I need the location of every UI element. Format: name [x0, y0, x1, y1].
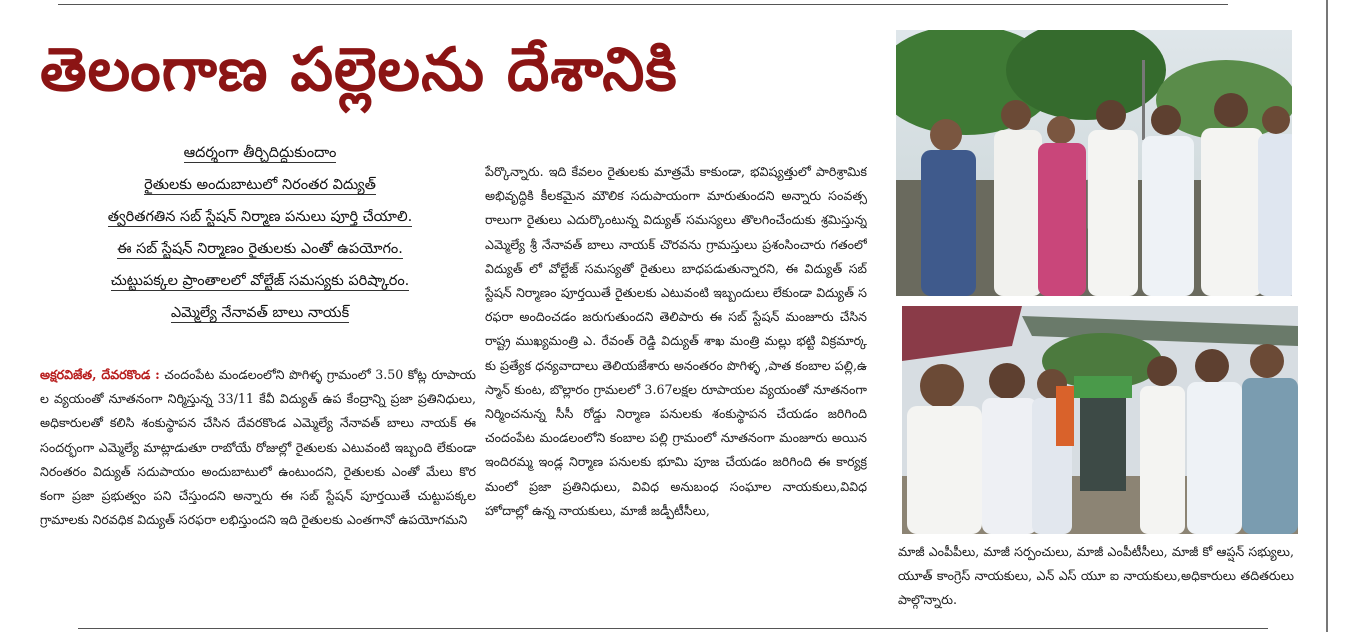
subhead [40, 298, 480, 330]
subhead-text: ఆదర్శంగా తీర్చిదిద్దుకుందాం [183, 145, 337, 161]
subhead [40, 234, 480, 266]
body-column-2: పేర్కొన్నారు. ఇది కేవలం రైతులకు మాత్రమే కాకుండా, భవిష్యత్తులో పారిశ్రామిక అభివృద్ధికి కీలకమైన మౌలిక సదుపాయంగా మారుతుందని అన్నారు సంవత్సరాలుగా రైతులు ఎదుర్కొంటున్న విద్యుత్ సమస్యలు తొలగించేందుకు శ్రమిస్తున్న ఎమ్మెల్యే శ్రీ నేనావత్ బాలు నాయక్ చొరవను గ్రామస్తులు ప్రశంసించారు గతంలో విద్యుత్ లో వోల్టేజ్ సమస్యతో రైతులు బాధపడుతున్నారని, ఈ విద్యుత్ సబ్ స్టేషన్ నిర్మాణం పూర్తయితే రైతులకు ఎటువంటి ఇబ్బందులు లేకుండా విద్యుత్ సరఫరా అందించడం జరుగుతుందని తెలిపారు ఈ సబ్ స్టేషన్ మంజూరు చేసిన రాష్ట్ర ముఖ్యమంత్రి ఎ. రేవంత్ రెడ్డి విద్యుత్ శాఖ మంత్రి మల్లు భట్టి విక్రమార్క కు ప్రత్యేక ధన్యవాదాలు తెలియజేశారు అనంతరం పొగిళ్ళ ,పాత కంబాల పల్లి,ఉస్మాన్ కుంట, బొల్లారం గ్రామలలో 3.67లక్షల రూపాయల వ్యయంతో నూతనంగా నిర్మించనున్న సీసీ రోడ్డు నిర్మాణ పనులకు శంకుస్థాపన చేయడం జరిగింది చందంపేట మండలంలోని కంబాల పల్లి గ్రామంలో నూతనంగా మంజూరు అయిన ఇందిరమ్మ ఇండ్ల నిర్మాణ పనులకు భూమి పూజ చేయడం జరిగింది ఈ కార్యక్రమంలో ప్రజా ప్రతినిధులు, వివిధ అనుబంధ సంఘాల నాయకులు,వివిధ హోదాల్లో ఉన్న నాయకులు, మాజీ జడ్పీటీసీలు, [485, 164, 867, 518]
subhead [40, 202, 480, 234]
photo-illustration [896, 30, 1292, 296]
top-rule [58, 4, 1228, 5]
body-column-1 [40, 363, 476, 611]
right-edge-rule [1326, 0, 1328, 632]
headline: తెలంగాణ పల్లెలను దేశానికి [40, 35, 678, 105]
subhead [40, 138, 480, 170]
subhead [40, 266, 480, 298]
body-text-1: చందంపేట మండలంలోని పొగిళ్ళ గ్రామంలో 3.50 కోట్ల రూపాయల వ్యయంతో నూతనంగా నిర్మిస్తున్న 33/11 కేవీ విద్యుత్ ఉప కేంద్రాన్ని ప్రజా ప్రతినిధులు, అధికారులతో కలిసి శంకుస్థాపన చేసిన దేవరకొండ ఎమ్మెల్యే నేనావత్ బాలు నాయక్ ఈ సందర్భంగా ఎమ్మెల్యే మాట్లాడుతూ రాబోయే రోజుల్లో రైతులకు ఎటువంటి ఇబ్బంది లేకుండా నిరంతరం విద్యుత్ సదుపాయం అందుబాటులో ఉంటుందని, రైతులకు ఎంతో మేలు కొరకంగా ప్రజా ప్రభుత్వం పని చేస్తుందని అన్నారు ఈ సబ్ స్టేషన్ పూర్తయితే చుట్టుపక్కల గ్రామాలకు నిరవధిక విద్యుత్ సరఫరా లభిస్తుందని ఇది రైతులకు ఎంతగానో ఉపయోగమని [40, 367, 476, 528]
event-photo-foundation [902, 306, 1298, 534]
subhead-list [40, 138, 480, 330]
subhead-text: చుట్టుపక్కల ప్రాంతాలలో వోల్టేజ్ సమస్యకు పరిష్కారం. [110, 273, 410, 289]
subhead-text: రైతులకు అందుబాటులో నిరంతర విద్యుత్ [144, 177, 376, 193]
bottom-rule [78, 628, 1268, 629]
byline: అక్షరవిజేత, దేవరకొండ : [40, 367, 160, 382]
subhead-text: త్వరితగతిన సబ్ స్టేషన్ నిర్మాణ పనులు పూర్తి చేయాలి. [107, 209, 413, 225]
photo-caption: మాజీ ఎంపీపీలు, మాజీ సర్పంచులు, మాజీ ఎంపీటీసీలు, మాజీ కో ఆప్షన్ సభ్యులు,యూత్ కాంగ్రెస్ నాయకులు, ఎన్ ఎస్ యూ ఐ నాయకులు,అధికారులు తదితరులు పాల్గొన్నారు. [898, 544, 1294, 608]
subhead-text: ఈ సబ్ స్టేషన్ నిర్మాణం రైతులకు ఎంతో ఉపయోగం. [117, 241, 403, 257]
event-photo-handover [896, 30, 1292, 296]
subhead-text: ఎమ్మెల్యే నేనావత్ బాలు నాయక్ [170, 305, 350, 321]
subhead [40, 170, 480, 202]
photo-illustration [902, 306, 1298, 534]
